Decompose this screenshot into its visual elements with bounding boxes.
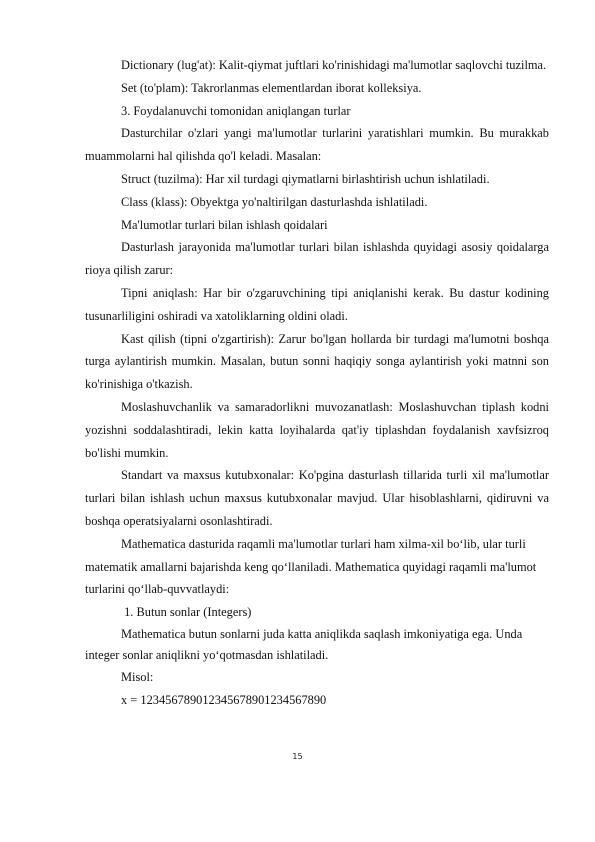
paragraph-type-definition: Tipni aniqlash: Har bir o'zgaruvchining tipi aniqlanishi kerak. Bu dastur kodining tusunarliligini oshiradi va xatoliklarning oldini oladi. [85,285,549,323]
paragraph-set: Set (to'plam): Takrorlanmas elementlardan iborat kolleksiya. [121,80,422,95]
paragraph-dictionary: Dictionary (lug'at): Kalit-qiymat juftlari ko'rinishidagi ma'lumotlar saqlovchi tuzilma. [121,58,547,72]
paragraph-rules-intro: Dasturlash jarayonida ma'lumotlar turlari bilan ishlashda quyidagi asosiy qoidalarga rioya qilish zarur: [85,240,549,278]
paragraph-mathematica-types: Mathematica dasturida raqamli ma'lumotlar turlari ham xilma-xil bo‘lib, ular turli matematik amallarni bajarishda keng qo‘llaniladi. Mathematica quyidagi raqamli ma'lumot turlarini qo‘llab-quvvatlaydi: [85,536,537,597]
paragraph-libraries: Standart va maxsus kutubxonalar: Ko'pgina dasturlash tillarida turli xil ma'lumotlar turlari bilan ishlash uchun maxsus kutubxonalar mavjud. Ular hisoblashlarni, qidiruvni va boshqa operatsiyalarni osonlashtiradi. [85,468,549,528]
paragraph-example-label: Misol: [121,669,154,684]
paragraph-casting: Kast qilish (tipni o'zgartirish): Zarur bo'lgan hollarda bir turdagi ma'lumotni boshqa turga aylantirish mumkin. Masalan, butun sonni haqiqiy songa aylantirish yoki matnni son ko'rinishiga o'tkazish. [85,331,549,392]
section-heading-user-types: 3. Foydalanuvchi tomonidan aniqlangan turlar [121,103,351,118]
paragraph-class: Class (klass): Obyektga yo'naltirilgan dasturlashda ishlatiladi. [121,194,428,209]
paragraph-struct: Struct (tuzilma): Har xil turdagi qiymatlarni birlashtirish uchun ishlatiladi. [121,171,490,186]
section-heading-rules: Ma'lumotlar turlari bilan ishlash qoidalari [121,217,328,232]
section-heading-integers: 1. Butun sonlar (Integers) [121,605,252,620]
paragraph-user-types: Dasturchilar o'zlari yangi ma'lumotlar turlarini yaratishlari mumkin. Bu murakkab muammolarni hal qilishda qo'l keladi. Masalan: [85,126,549,164]
paragraph-integers: Mathematica butun sonlarni juda katta aniqlikda saqlash imkoniyatiga ega. Unda integer sonlar aniqlikni yo‘qotmasdan ishlatiladi. [85,626,523,662]
document-body [85,54,549,712]
code-example: x = 123456789012345678901234567890 [121,692,327,707]
page-number: 15 [292,752,303,761]
paragraph-flexibility: Moslashuvchanlik va samaradorlikni muvozanatlash: Moslashuvchan tiplash kodni yozishni soddalashtiradi, lekin katta loyihalarda qat'iy tiplashdan foydalanish xavfsizroq bo'lishi mumkin. [85,399,549,460]
